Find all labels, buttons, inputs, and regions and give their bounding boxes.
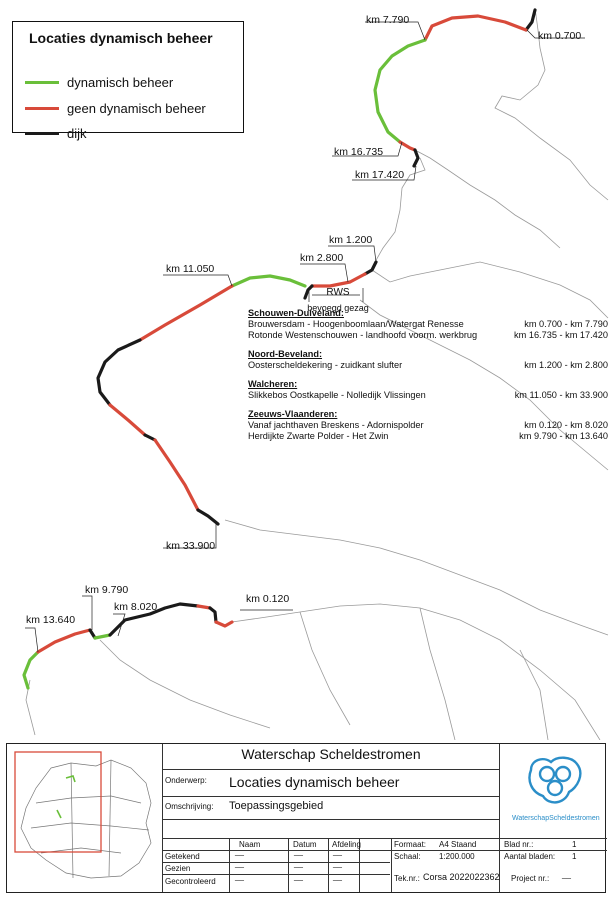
km-label: km 9.790 bbox=[85, 584, 129, 596]
project-value: __ bbox=[562, 870, 571, 879]
onderwerp-value: Locaties dynamisch beheer bbox=[229, 774, 400, 790]
info-section bbox=[248, 308, 608, 341]
legend-box bbox=[12, 21, 244, 141]
info-row bbox=[248, 431, 608, 442]
row-range: km 9.790 - km 13.640 bbox=[519, 431, 608, 441]
col-header-datum: Datum bbox=[293, 840, 317, 849]
aantal-value: 1 bbox=[572, 852, 577, 861]
km-label: km 0.700 bbox=[538, 30, 582, 42]
row-range: km 11.050 - km 33.900 bbox=[514, 390, 608, 400]
col-header-naam: Naam bbox=[239, 840, 261, 849]
omschrijving-value: Toepassingsgebied bbox=[229, 800, 324, 812]
km-label: km 11.050 bbox=[166, 263, 215, 275]
blad-value: 1 bbox=[572, 840, 577, 849]
logo-text-a: Waterschap bbox=[512, 815, 550, 822]
info-section bbox=[248, 349, 608, 371]
blank-field: __ bbox=[294, 859, 303, 868]
row-label-gecontroleerd: Gecontroleerd bbox=[165, 877, 216, 886]
legend-label: geen dynamisch beheer bbox=[67, 100, 206, 116]
aantal-label: Aantal bladen: bbox=[504, 852, 556, 861]
row-name: Oosterscheldekering - zuidkant slufter bbox=[248, 360, 403, 370]
info-row bbox=[248, 390, 608, 401]
blank-field: __ bbox=[235, 847, 244, 856]
row-label-getekend: Getekend bbox=[165, 852, 200, 861]
row-range: km 16.735 - km 17.420 bbox=[514, 330, 608, 340]
section-title: Zeeuws-Vlaanderen: bbox=[248, 409, 338, 419]
info-block bbox=[248, 308, 608, 450]
blad-label: Blad nr.: bbox=[504, 840, 534, 849]
formaat-label: Formaat: bbox=[394, 840, 427, 849]
row-label-gezien: Gezien bbox=[165, 864, 191, 873]
scheldestromen-logo-icon bbox=[521, 752, 591, 812]
blank-field: __ bbox=[294, 872, 303, 881]
row-name: Herdijkte Zwarte Polder - Het Zwin bbox=[248, 431, 389, 441]
km-label: km 13.640 bbox=[26, 614, 76, 626]
project-label: Project nr.: bbox=[511, 874, 550, 883]
km-label: km 2.800 bbox=[300, 252, 344, 264]
rws-label: RWS bbox=[326, 287, 350, 298]
info-row bbox=[248, 330, 608, 341]
blank-field: __ bbox=[235, 859, 244, 868]
km-label: km 8.020 bbox=[114, 601, 158, 613]
legend-label: dijk bbox=[67, 125, 87, 141]
tek-label: Tek.nr.: bbox=[394, 874, 420, 883]
row-name: Vanaf jachthaven Breskens - Adornispolder bbox=[248, 420, 424, 430]
section-title: Walcheren: bbox=[248, 379, 298, 389]
onderwerp-label: Onderwerp: bbox=[165, 776, 207, 785]
title-block bbox=[6, 743, 606, 893]
overview-map bbox=[11, 748, 159, 888]
km-label: km 0.120 bbox=[246, 593, 290, 605]
km-label: km 17.420 bbox=[355, 169, 405, 181]
blank-field: __ bbox=[333, 847, 342, 856]
row-range: km 1.200 - km 2.800 bbox=[524, 360, 608, 370]
km-label: km 1.200 bbox=[329, 234, 373, 246]
info-section bbox=[248, 379, 608, 401]
logo-text bbox=[512, 815, 600, 822]
omschrijving-label: Omschrijving: bbox=[165, 802, 214, 811]
legend-swatch-red bbox=[25, 107, 59, 110]
rws-sub-label: bevoegd gezag bbox=[307, 303, 369, 313]
info-row bbox=[248, 319, 608, 330]
legend-title: Locaties dynamisch beheer bbox=[29, 30, 213, 46]
km-label: km 16.735 bbox=[334, 146, 384, 158]
km-label: km 33.900 bbox=[166, 540, 216, 552]
tek-value: Corsa 2022022362 bbox=[423, 872, 500, 882]
legend-item-geen bbox=[25, 99, 240, 117]
blank-field: __ bbox=[333, 872, 342, 881]
blank-field: __ bbox=[235, 872, 244, 881]
info-section bbox=[248, 409, 608, 442]
legend-swatch-black bbox=[25, 132, 59, 135]
schaal-label: Schaal: bbox=[394, 852, 421, 861]
info-row bbox=[248, 360, 608, 371]
section-title: Noord-Beveland: bbox=[248, 349, 323, 359]
logo-text-b: Scheldestromen bbox=[549, 815, 600, 822]
schaal-value: 1:200.000 bbox=[439, 852, 475, 861]
blank-field: __ bbox=[294, 847, 303, 856]
info-row bbox=[248, 420, 608, 431]
col-header-afdeling: Afdeling bbox=[332, 840, 361, 849]
legend-label: dynamisch beheer bbox=[67, 74, 174, 90]
row-name: Slikkebos Oostkapelle - Nolledijk Vlissingen bbox=[248, 390, 426, 400]
section-title: Schouwen-Duiveland: bbox=[248, 308, 344, 318]
legend-item-dijk bbox=[25, 124, 240, 142]
row-name: Rotonde Westenschouwen - landhoofd voorm. werkbrug bbox=[248, 330, 478, 340]
row-range: km 0.700 - km 7.790 bbox=[524, 319, 608, 329]
row-range: km 0.120 - km 8.020 bbox=[524, 420, 608, 430]
row-name: Brouwersdam - Hoogenboomlaan/Watergat Renesse bbox=[248, 319, 464, 329]
km-label: km 7.790 bbox=[366, 14, 410, 26]
blank-field: __ bbox=[333, 859, 342, 868]
org-name: Waterschap Scheldestromen bbox=[241, 746, 421, 762]
formaat-value: A4 Staand bbox=[439, 840, 477, 849]
